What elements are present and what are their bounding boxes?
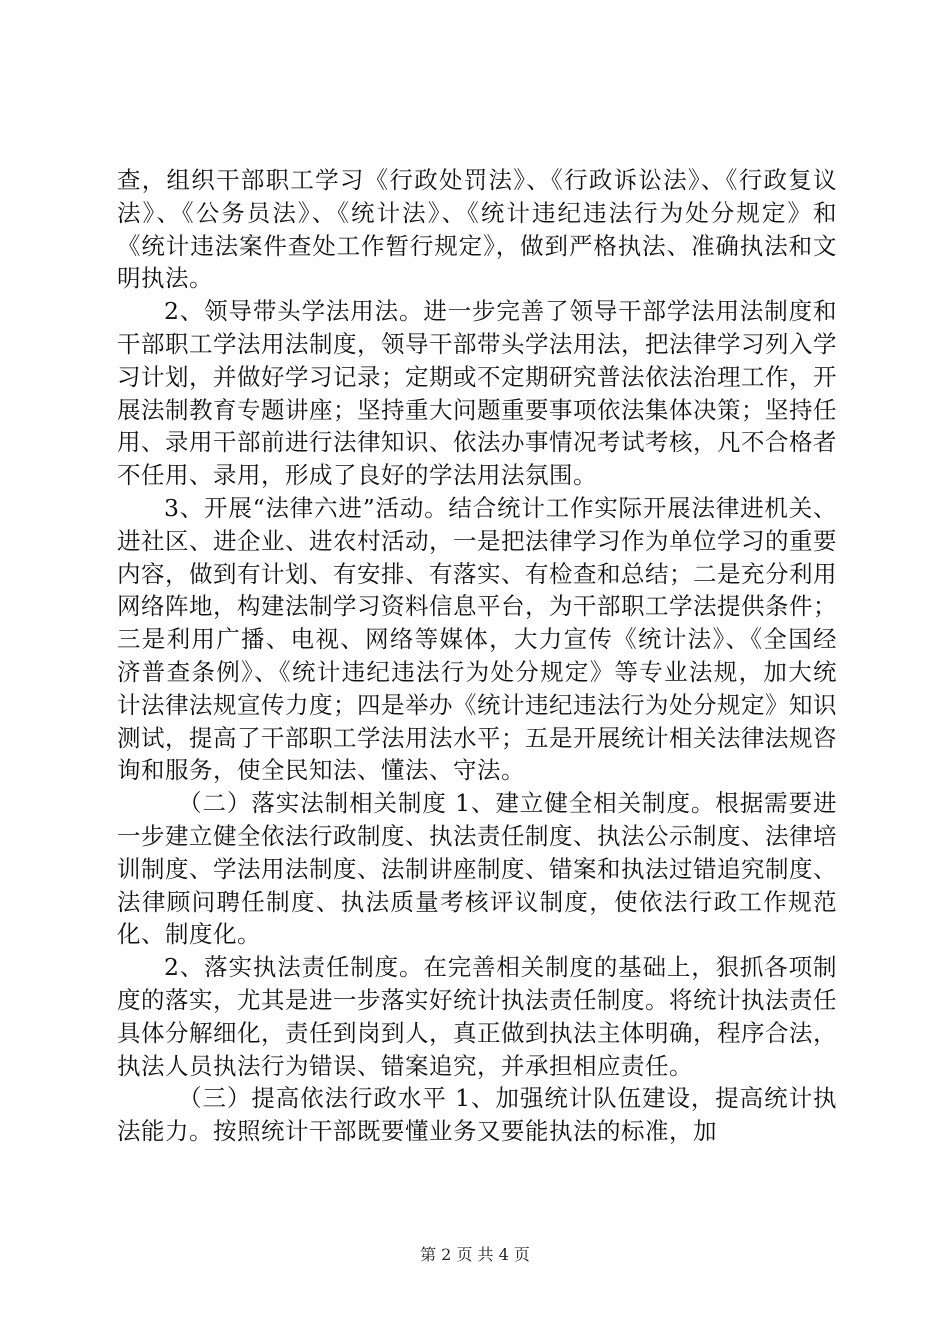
paragraph-item-3: 3、开展“法律六进”活动。结合统计工作实际开展法律进机关、进社区、进企业、进农村活动，一是把法律学习作为单位学习的重要内容，做到有计划、有安排、有落实、有检查和总结；二是充分利用网络阵地，构建法制学习资料信息平台，为干部职工学法提供条件；三是利用广播、电视、网络等媒体，大力宣传《统计法》、《全国经济普查条例》、《统计违纪违法行为处分规定》等专业法规，加大统计法律法规宣传力度；四是举办《统计违纪违法行为处分规定》知识测试，提高了干部职工学法用法水平；五是开展统计相关法律法规咨询和服务，使全民知法、懂法、守法。 [117,493,837,785]
document-body [117,164,837,1148]
paragraph-section-2-item-2: 2、落实执法责任制度。在完善相关制度的基础上，狠抓各项制度的落实，尤其是进一步落实好统计执法责任制度。将统计执法责任具体分解细化，责任到岗到人，真正做到执法主体明确，程序合法，执法人员执法行为错误、错案追究，并承担相应责任。 [117,953,837,1080]
paragraph-section-2: （二）落实法制相关制度 1、建立健全相关制度。根据需要进一步建立健全依法行政制度、执法责任制度、执法公示制度、法律培训制度、学法用法制度、法制讲座制度、错案和执法过错追究制度、法律顾问聘任制度、执法质量考核评议制度，使依法行政工作规范化、制度化。 [117,789,837,949]
page-footer: 第 2 页 共 4 页 [420,1245,530,1264]
paragraph-continuation: 查，组织干部职工学习《行政处罚法》、《行政诉讼法》、《行政复议法》、《公务员法》、《统计法》、《统计违纪违法行为处分规定》和《统计违法案件查处工作暂行规定》，做到严格执法、准确执法和文明执法。 [117,166,837,293]
paragraph-item-2: 2、领导带头学法用法。进一步完善了领导干部学法用法制度和干部职工学法用法制度，领导干部带头学法用法，把法律学习列入学习计划，并做好学习记录；定期或不定期研究普法依法治理工作，开展法制教育专题讲座；坚持重大问题重要事项依法集体决策；坚持任用、录用干部前进行法律知识、依法办事情况考试考核，凡不合格者不任用、录用，形成了良好的学法用法氛围。 [117,297,837,490]
paragraph-section-3: （三）提高依法行政水平 1、加强统计队伍建设，提高统计执法能力。按照统计干部既要懂业务又要能执法的标准，加 [117,1084,837,1146]
